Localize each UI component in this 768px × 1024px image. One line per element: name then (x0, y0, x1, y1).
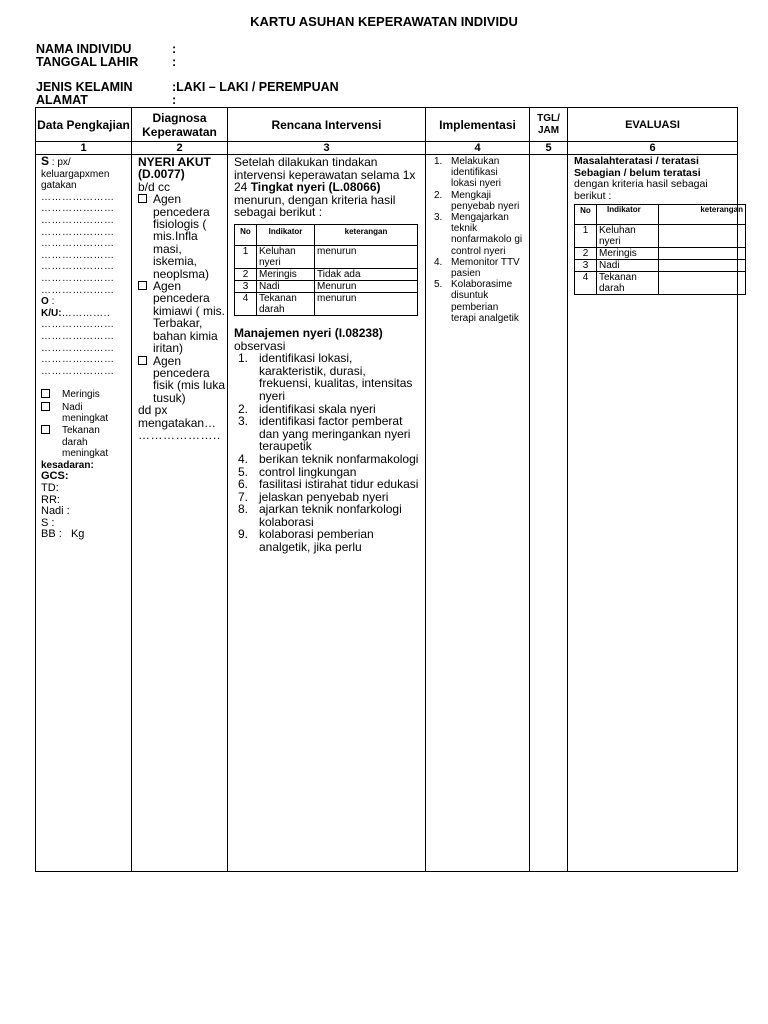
intervention-text: berikan teknik nonfarmakologi (259, 451, 419, 466)
o-colon: : (51, 296, 55, 308)
intervention-text: identifikasi lokasi, karakteristik, durasi, frekuensi, kualitas, intensitas nyeri (259, 351, 413, 403)
outcome-cell: menurun (315, 245, 418, 268)
intervention-text: identifikasi factor pemberat dan yang meringankan nyeri teraupetik (259, 414, 411, 454)
intervention-text: fasilitasi istirahat tidur edukasi (259, 477, 419, 492)
list-item: 7. jelaskan penyebab nyeri (238, 489, 389, 504)
outcome-cell: Tekanan darah (257, 292, 315, 315)
checklist-item (41, 389, 128, 402)
col-header-diagnosa: Diagnosa Keperawatan (132, 108, 228, 142)
evaluation-criteria: dengan kriteria hasil sebagai berikut : (574, 178, 708, 202)
dots-line: ………………… (41, 191, 115, 203)
evaluation-head-no: No (575, 205, 597, 225)
implementasi-cell (426, 155, 530, 872)
diagnosis-code: (D.0077) (138, 167, 185, 182)
dots-line: ………………… (41, 354, 115, 366)
ku-line (41, 308, 128, 320)
evaluation-cell: 4 (575, 272, 597, 295)
evaluation-cell (659, 248, 746, 260)
outcome-cell: Nadi (257, 280, 315, 292)
col-header-evaluasi: EVALUASI (568, 108, 738, 142)
intro-outcome: Tingkat nyeri (L.08066) (250, 180, 381, 195)
outcome-cell: Tidak ada (315, 268, 418, 280)
bd-label: b/d cc (138, 179, 171, 194)
checklist-label: Nadi meningkat (62, 401, 109, 425)
dots-line: ………………… (41, 272, 115, 284)
outcome-head-indikator: Indikator (257, 224, 315, 245)
list-item: 8. ajarkan teknik nonfarkologi kolaborasi (234, 503, 421, 528)
col-header-data-pengkajian: Data Pengkajian (36, 108, 132, 142)
intro-text-end: menurun, dengan kriteria hasil sebagai berikut : (234, 192, 396, 220)
diagnosa-cell (132, 155, 228, 872)
evaluation-status: Masalahteratasi / teratasi Sebagian / belum teratasi (574, 155, 701, 179)
rr-label: RR: (41, 493, 60, 506)
evaluation-cell: Meringis (597, 248, 659, 260)
checklist-item (41, 402, 128, 425)
diagnosis-title: NYERI AKUT (138, 155, 211, 169)
gcs-label: GCS: (41, 470, 69, 483)
col-header-rencana: Rencana Intervensi (228, 108, 426, 142)
intervention-intro (234, 156, 421, 219)
care-plan-table (35, 107, 743, 872)
outcome-cell: 4 (235, 292, 257, 315)
implementation-text: Mengkaji penyebab nyeri (451, 189, 520, 212)
jenis-kelamin-label: JENIS KELAMIN (36, 80, 133, 94)
agent-item (138, 193, 225, 280)
checkbox[interactable] (138, 281, 147, 290)
agent-label: Agen pencedera fisiologis ( mis.Infla masi, iskemia, neoplsma) (153, 192, 210, 281)
dots-line: ………………… (41, 365, 115, 377)
outcome-cell: Menurun (315, 280, 418, 292)
suhu-label: S : (41, 516, 55, 529)
alamat-colon: : (172, 93, 177, 107)
implementation-text: Melakukan identifikasi lokasi nyeri (451, 156, 502, 190)
col-number-1: 1 (36, 142, 132, 155)
td-label: TD: (41, 482, 59, 495)
dots-line: ………………… (41, 319, 115, 331)
o-label: O (41, 296, 49, 308)
checkbox[interactable] (138, 356, 147, 365)
col-number-4: 4 (426, 142, 530, 155)
alamat-label: ALAMAT (36, 93, 88, 107)
intervention-text: identifikasi skala nyeri (259, 401, 376, 416)
checklist-item (41, 425, 128, 460)
outcome-head-keterangan: keterangan (315, 224, 418, 245)
outcome-cell: 2 (235, 268, 257, 280)
intervention-list (234, 352, 421, 554)
rencana-cell (228, 155, 426, 872)
outcome-cell: Meringis (257, 268, 315, 280)
checkbox[interactable] (138, 194, 147, 203)
s-text: : px/ keluargapxmen gatakan (41, 157, 110, 192)
list-item: 3. Mengajarkan teknik nonfarmakolo gi control nyeri (430, 212, 526, 257)
outcome-cell: 1 (235, 245, 257, 268)
nama-label: NAMA INDIVIDU (36, 42, 132, 56)
dots-line: ………………… (41, 238, 115, 250)
evaluation-head-indikator: Indikator (597, 205, 659, 225)
list-item: 4. berikan teknik nonfarmakologi (238, 451, 419, 466)
list-item: 3. identifikasi factor pemberat dan yang meringankan nyeri teraupetik (234, 415, 421, 453)
dots-line: ………………… (41, 249, 115, 261)
nama-colon: : (172, 42, 177, 56)
evaluation-table (574, 204, 746, 295)
agent-item (138, 355, 225, 405)
dd-label: dd px mengatakan… (138, 403, 217, 430)
list-item: 2. Mengkaji penyebab nyeri (430, 190, 526, 212)
implementation-text: Mengajarkan teknik nonfarmakolo gi control nyeri (451, 212, 523, 257)
intro-text: Setelah dilakukan tindakan intervensi keperawatan selama 1x 24 (234, 155, 416, 195)
implementation-text: Kolaborasime disuntuk pemberian terapi analgetik (451, 279, 519, 324)
evaluation-cell: Tekanan darah (597, 272, 659, 295)
evaluation-cell: Keluhan nyeri (597, 225, 659, 248)
checklist-label: Tekanan darah meningkat (62, 425, 109, 460)
evaluation-cell: 2 (575, 248, 597, 260)
col-number-6: 6 (568, 142, 738, 155)
list-item: 1. Melakukan identifikasi lokasi nyeri (430, 156, 526, 190)
checkbox[interactable] (41, 389, 50, 398)
list-item: 2. identifikasi skala nyeri (238, 401, 376, 416)
management-title: Manajemen nyeri (I.08238) (234, 325, 383, 340)
data-pengkajian-cell (36, 155, 132, 872)
list-item: 9. kolaborasi pemberian analgetik, jika perlu (234, 528, 421, 553)
list-item: 4. Memonitor TTV pasien (430, 257, 526, 279)
subjective-line (41, 156, 128, 192)
outcome-cell: Keluhan nyeri (257, 245, 315, 268)
dots-line: ………………… (41, 330, 115, 342)
intervention-text: kolaborasi pemberian analgetik, jika perlu (259, 527, 374, 555)
jenis-kelamin-value: :LAKI – LAKI / PEREMPUAN (172, 80, 339, 94)
outcome-cell: menurun (315, 292, 418, 315)
evaluation-cell: 1 (575, 225, 597, 248)
outcome-table (234, 224, 418, 316)
ku-dots: ………….. (61, 307, 111, 319)
bb-label: BB : Kg (41, 528, 85, 541)
s-label: S (41, 154, 50, 168)
dots-line: ………………… (41, 214, 115, 226)
implementation-list (430, 156, 526, 324)
tgl-jam-cell (530, 155, 568, 872)
evaluation-cell (659, 225, 746, 248)
page-title: KARTU ASUHAN KEPERAWATAN INDIVIDU (250, 14, 518, 29)
dots-line: ………………… (41, 226, 115, 238)
ku-label: K/U: (41, 307, 62, 319)
agent-label: Agen pencedera fisik (mis luka tusuk) (153, 353, 226, 405)
objective-line (41, 296, 128, 308)
list-item: 6. fasilitasi istirahat tidur edukasi (238, 477, 419, 492)
implementation-text: Memonitor TTV pasien (451, 256, 520, 280)
list-item: 5. Kolaborasime disuntuk pemberian terapi analgetik (430, 279, 526, 324)
checkbox[interactable] (41, 425, 50, 434)
outcome-cell: 3 (235, 280, 257, 292)
evaluation-cell (659, 272, 746, 295)
intervention-text: control lingkungan (259, 464, 357, 479)
col-number-2: 2 (132, 142, 228, 155)
evaluation-head-keterangan: keterangan (659, 205, 746, 225)
tanggal-lahir-label: TANGGAL LAHIR (36, 55, 139, 69)
tanggal-lahir-colon: : (172, 55, 177, 69)
list-item: 1. identifikasi lokasi, karakteristik, durasi, frekuensi, kualitas, intensitas nyeri (234, 352, 421, 402)
evaluasi-cell (568, 155, 743, 872)
dots-line: ………………… (41, 203, 115, 215)
col-header-tgl-jam: TGL/ JAM (530, 108, 568, 142)
col-number-3: 3 (228, 142, 426, 155)
outcome-head-no: No (235, 224, 257, 245)
kesadaran-label: kesadaran: (41, 459, 94, 471)
intervention-text: ajarkan teknik nonfarkologi kolaborasi (259, 502, 402, 529)
list-item: 5. control lingkungan (238, 464, 357, 479)
checklist-label: Meringis (62, 389, 100, 401)
management-subtitle: observasi (234, 338, 286, 353)
dots-line: ……………….. (138, 427, 221, 442)
intervention-text: jelaskan penyebab nyeri (259, 489, 389, 504)
dots-line: ………………… (41, 342, 115, 354)
agent-item (138, 280, 225, 354)
evaluation-cell: 3 (575, 260, 597, 272)
agent-label: Agen pencedera kimiawi ( mis. Terbakar, bahan kimia iritan) (153, 279, 225, 356)
evaluation-cell (659, 260, 746, 272)
dots-line: ………………… (41, 261, 115, 273)
col-number-5: 5 (530, 142, 568, 155)
evaluation-cell: Nadi (597, 260, 659, 272)
col-header-implementasi: Implementasi (426, 108, 530, 142)
checkbox[interactable] (41, 402, 50, 411)
nadi-label: Nadi : (41, 505, 70, 518)
dots-line: ………………… (41, 284, 115, 296)
